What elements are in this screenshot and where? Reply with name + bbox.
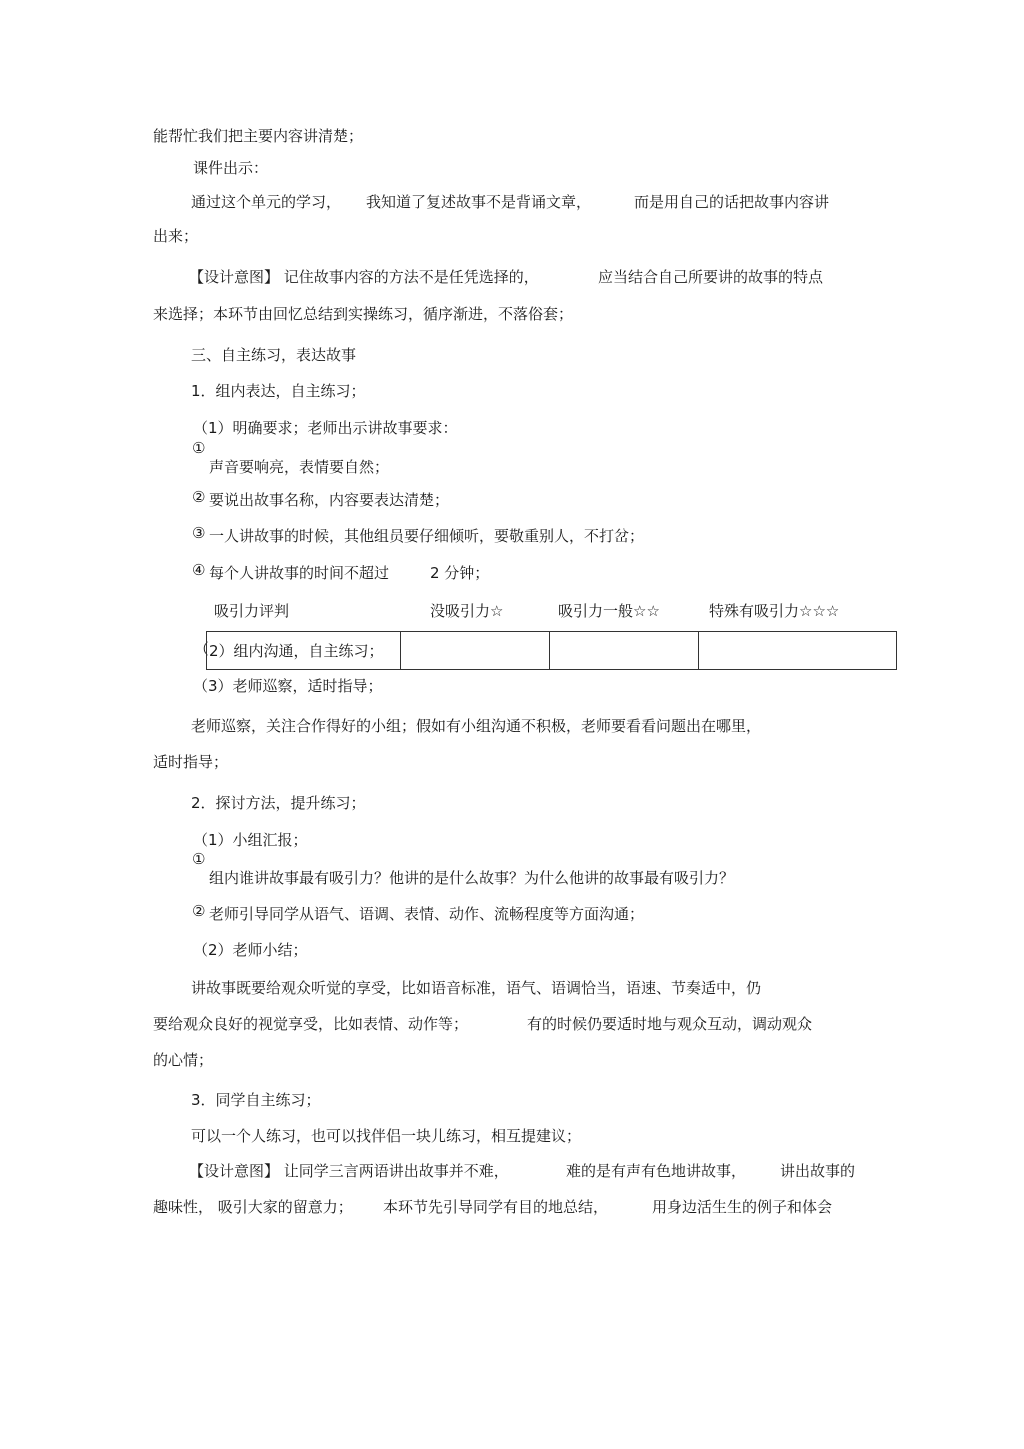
rating-table: [206, 631, 897, 670]
text-line: 我知道了复述故事不是背诵文章，: [366, 193, 592, 211]
text-line: 本环节先引导同学有目的地总结，: [383, 1198, 609, 1216]
text-line: 的心情；: [153, 1051, 214, 1069]
circled-number: ②: [192, 488, 206, 506]
table-cell: [699, 632, 897, 670]
text-line: 难的是有声有色地讲故事，: [566, 1162, 747, 1180]
text-line: 要说出故事名称，内容要表达清楚；: [209, 491, 450, 509]
section-heading: 三、自主练习，表达故事: [191, 346, 357, 364]
circled-number: ④: [192, 561, 206, 579]
text-line: 每个人讲故事的时间不超过: [209, 564, 390, 582]
text-line: （1）小组汇报；: [193, 831, 308, 849]
text-line: 讲故事既要给观众听觉的享受，比如语音标准，语气、语调恰当，语速、节奏适中，仍: [191, 979, 762, 997]
text-line: 3．同学自主练习；: [191, 1091, 321, 1109]
table-row-paren: （: [194, 640, 210, 658]
text-line: 而是用自己的话把故事内容讲: [634, 193, 830, 211]
text-line: 老师巡察，关注合作得好的小组；假如有小组沟通不积极，老师要看看问题出在哪里，: [191, 717, 762, 735]
text-line: 【设计意图】 记住故事内容的方法不是任凭选择的，: [189, 268, 539, 286]
text-line: （3）老师巡察，适时指导；: [193, 677, 383, 695]
text-line: （2）老师小结；: [193, 941, 308, 959]
text-line: 2 分钟；: [430, 564, 490, 582]
table-cell: [550, 632, 699, 670]
text-line: 老师引导同学从语气、语调、表情、动作、流畅程度等方面沟通；: [209, 905, 645, 923]
text-line: 应当结合自己所要讲的故事的特点: [598, 268, 824, 286]
text-line: 通过这个单元的学习，: [191, 193, 342, 211]
text-line: 适时指导；: [153, 753, 229, 771]
table-row: [207, 632, 897, 670]
text-line: 有的时候仍要适时地与观众互动，调动观众: [527, 1015, 813, 1033]
text-line: 声音要响亮，表情要自然；: [209, 458, 390, 476]
rating-header: 没吸引力☆: [430, 602, 504, 620]
circled-number: ①: [192, 850, 206, 868]
row-label: 2）组内沟通，自主练习；: [209, 642, 384, 660]
text-line: 一人讲故事的时候，其他组员要仔细倾听，要敬重别人，不打岔；: [209, 527, 645, 545]
text-line: 讲出故事的: [780, 1162, 856, 1180]
circled-number: ③: [192, 524, 206, 542]
text-line: 出来；: [153, 227, 199, 245]
text-line: （1）明确要求；老师出示讲故事要求：: [193, 419, 458, 437]
table-cell: [401, 632, 550, 670]
text-line: 课件出示：: [193, 159, 269, 177]
text-line: 组内谁讲故事最有吸引力？他讲的是什么故事？为什么他讲的故事最有吸引力？: [209, 869, 735, 887]
rating-header: 吸引力评判: [214, 602, 290, 620]
text-line: 2．探讨方法，提升练习；: [191, 794, 366, 812]
text-line: 可以一个人练习，也可以找伴侣一块儿练习，相互提建议；: [191, 1127, 582, 1145]
circled-number: ②: [192, 902, 206, 920]
text-line: 能帮忙我们把主要内容讲清楚；: [153, 127, 364, 145]
text-line: 【设计意图】 让同学三言两语讲出故事并不难，: [189, 1162, 509, 1180]
rating-header: 特殊有吸引力☆☆☆: [709, 602, 840, 620]
text-line: 1．组内表达，自主练习；: [191, 382, 366, 400]
circled-number: ①: [192, 439, 206, 457]
text-line: 来选择；本环节由回忆总结到实操练习，循序渐进，不落俗套；: [153, 305, 574, 323]
table-cell: [207, 632, 401, 670]
rating-header: 吸引力一般☆☆: [558, 602, 660, 620]
text-line: 用身边活生生的例子和体会: [652, 1198, 833, 1216]
text-line: 要给观众良好的视觉享受，比如表情、动作等；: [153, 1015, 469, 1033]
text-line: 趣味性， 吸引大家的留意力；: [153, 1198, 353, 1216]
